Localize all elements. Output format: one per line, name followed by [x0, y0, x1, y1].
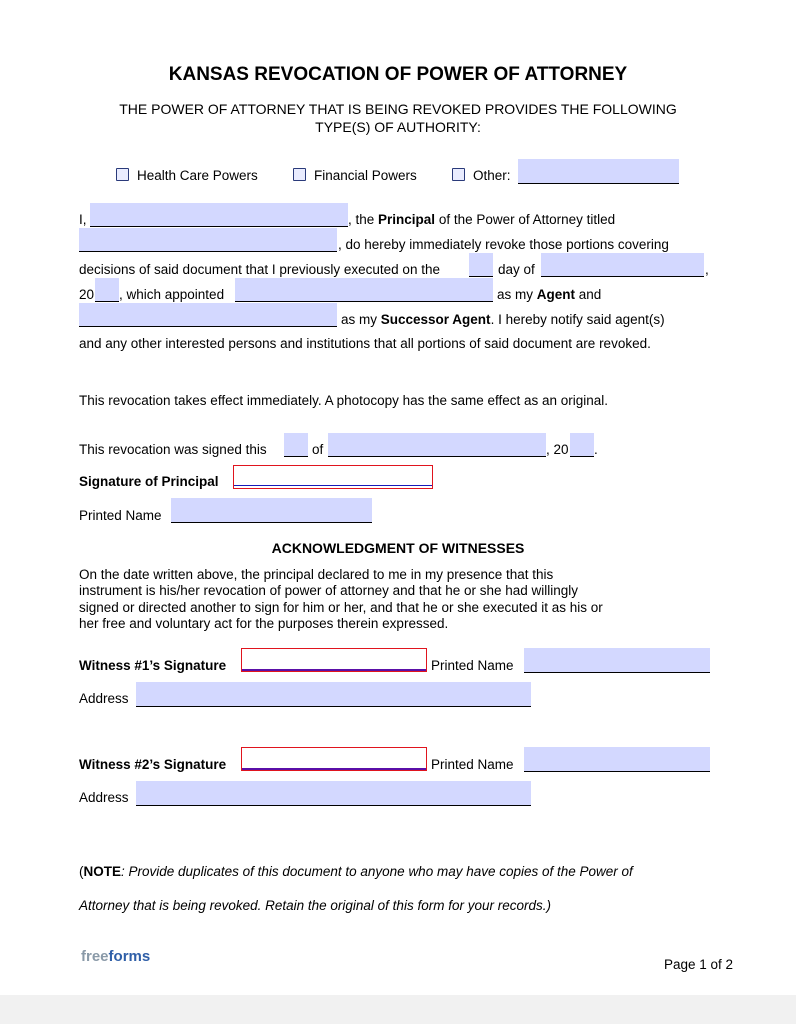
logo-forms: forms — [108, 948, 151, 965]
witness2-printed-name-field[interactable] — [524, 747, 710, 772]
body-line-3: decisions of said document that I previously executed on the — [79, 262, 440, 277]
body-20: 20 — [79, 287, 95, 302]
body-i: I, — [79, 212, 87, 227]
note-line-2: Attorney that is being revoked. Retain the original of this form for your records.) — [79, 898, 551, 913]
signed-month-field[interactable] — [328, 433, 546, 457]
ack-line-3: signed or directed another to sign for him or her, and that he or she executed it as his or — [79, 600, 603, 615]
page-number: Page 1 of 2 — [664, 957, 734, 972]
witness1-printed-label: Printed Name — [431, 658, 514, 673]
successor-agent-field[interactable] — [79, 303, 337, 327]
logo-free: free — [81, 948, 109, 965]
witness1-address-label: Address — [79, 691, 129, 706]
note-open: ( — [79, 864, 84, 879]
body-line-6: and any other interested persons and institutions that all portions of said document are revoked. — [79, 336, 651, 351]
witness2-label: Witness #2’s Signature — [79, 757, 227, 772]
ack-title: ACKNOWLEDGMENT OF WITNESSES — [271, 540, 525, 556]
witness2-address-field[interactable] — [136, 781, 531, 806]
note-bold: NOTE — [83, 864, 122, 879]
principal-signature-field[interactable] — [233, 465, 433, 489]
signed-period: . — [594, 442, 598, 457]
witness1-signature-field[interactable] — [241, 648, 427, 672]
subtitle-line-2: TYPE(S) OF AUTHORITY: — [315, 119, 481, 135]
executed-day-field[interactable] — [469, 253, 493, 277]
note-text-1: : Provide duplicates of this document to anyone who may have copies of the Power of — [121, 864, 633, 879]
witness1-address-field[interactable] — [136, 682, 531, 707]
body-agent-line — [497, 287, 601, 303]
principal-printed-name-field[interactable] — [171, 498, 372, 523]
signed-of: of — [312, 442, 324, 457]
principal-name-field[interactable] — [90, 203, 348, 227]
financial-label: Financial Powers — [314, 168, 417, 183]
signed-20: , 20 — [546, 442, 569, 457]
body-notify: . I hereby notify said agent(s) — [490, 312, 665, 327]
body-as-my-2: as my — [341, 312, 381, 327]
body-and: and — [575, 287, 602, 302]
other-checkbox[interactable] — [452, 168, 465, 181]
note-line-1 — [79, 864, 633, 880]
signature-principal-label: Signature of Principal — [79, 474, 219, 489]
body-as-my: as my — [497, 287, 537, 302]
body-appointed: , which appointed — [119, 287, 225, 302]
page-title: KANSAS REVOCATION OF POWER OF ATTORNEY — [168, 64, 628, 85]
principal-bold: Principal — [378, 212, 436, 227]
health-care-label: Health Care Powers — [137, 168, 258, 183]
freeforms-logo — [81, 948, 150, 965]
ack-line-1: On the date written above, the principal declared to me in my presence that this — [79, 567, 554, 582]
ack-line-4: her free and voluntary act for the purposes therein expressed. — [79, 616, 449, 631]
executed-month-field[interactable] — [541, 253, 704, 277]
printed-name-label: Printed Name — [79, 508, 162, 523]
body-line-1 — [348, 212, 615, 228]
witness2-signature-field[interactable] — [241, 747, 427, 771]
financial-checkbox[interactable] — [293, 168, 306, 181]
ack-line-2: instrument is his/her revocation of power of attorney and that he or she had willingly — [79, 583, 579, 598]
signed-year-field[interactable] — [570, 433, 594, 457]
agent-bold: Agent — [536, 287, 576, 302]
witness2-printed-label: Printed Name — [431, 757, 514, 772]
witness1-label: Witness #1’s Signature — [79, 658, 227, 673]
effect-text: This revocation takes effect immediately. A photocopy has the same effect as an original. — [79, 393, 609, 408]
signed-text: This revocation was signed this — [79, 442, 267, 457]
signed-day-field[interactable] — [284, 433, 308, 457]
health-care-checkbox[interactable] — [116, 168, 129, 181]
successor-bold: Successor Agent — [380, 312, 491, 327]
subtitle-line-1: THE POWER OF ATTORNEY THAT IS BEING REVOKED PROVIDES THE FOLLOWING — [119, 101, 677, 117]
executed-year-field[interactable] — [95, 278, 119, 302]
other-label: Other: — [473, 168, 511, 183]
body-the: , the — [348, 212, 379, 227]
body-line-2: , do hereby immediately revoke those portions covering — [338, 237, 669, 252]
other-authority-field[interactable] — [518, 159, 679, 184]
witness1-printed-name-field[interactable] — [524, 648, 710, 673]
poa-title-field[interactable] — [79, 228, 337, 252]
witness2-address-label: Address — [79, 790, 129, 805]
body-successor-line — [341, 312, 665, 328]
agent-name-field[interactable] — [235, 278, 493, 302]
body-line-1-rest: of the Power of Attorney titled — [435, 212, 616, 227]
body-comma: , — [705, 262, 709, 277]
body-day-of: day of — [498, 262, 535, 277]
